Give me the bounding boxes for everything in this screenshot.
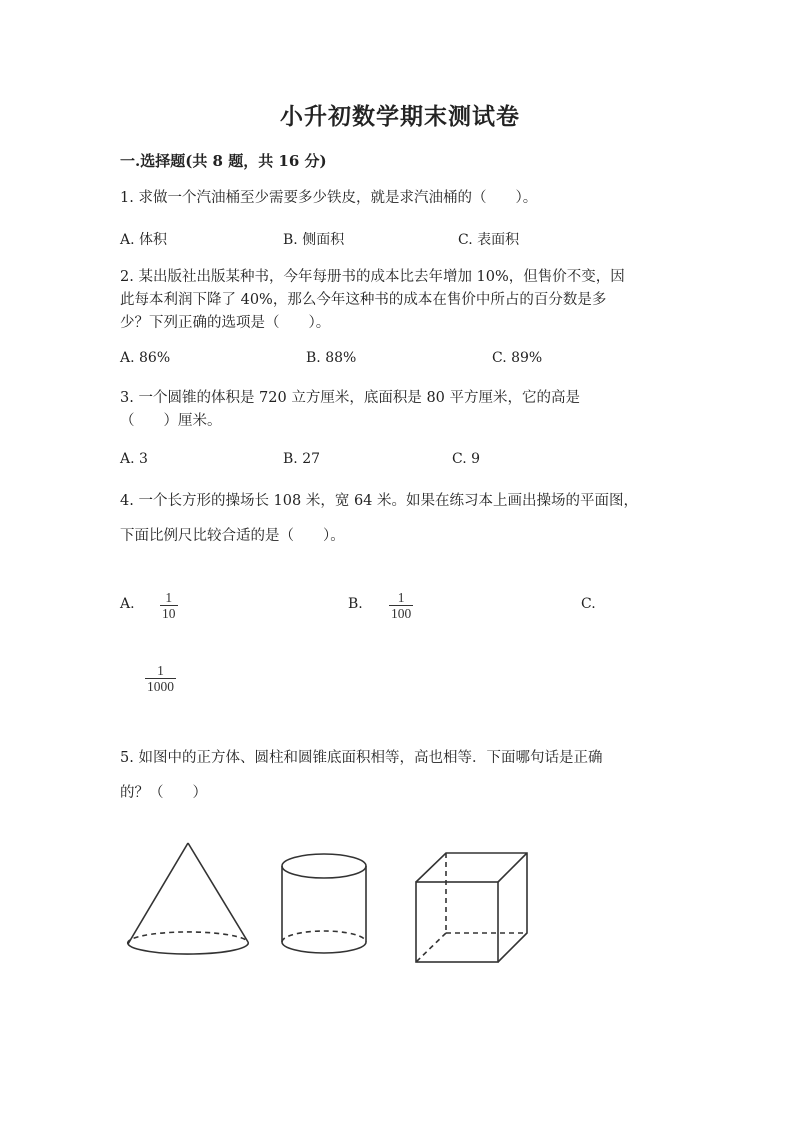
question-5-line-1: 5. 如图中的正方体、圆柱和圆锥底面积相等，高也相等．下面哪句话是正确 [120, 750, 603, 766]
fraction-denominator: 10 [162, 606, 176, 621]
question-3-option-a: A. 3 [120, 451, 148, 467]
question-2-line-1: 2. 某出版社出版某种书，今年每册书的成本比去年增加 10%，但售价不变，因 [120, 269, 625, 285]
page-title: 小升初数学期末测试卷 [280, 103, 520, 130]
fraction-numerator: 1 [165, 590, 173, 605]
section-heading: 一.选择题(共 8 题，共 16 分) [120, 152, 327, 170]
question-2-line-3: 少？下列正确的选项是（ ）。 [120, 315, 331, 331]
question-2-line-2: 此每本利润下降了 40%，那么今年这种书的成本在售价中所占的百分数是多 [120, 292, 607, 308]
question-2-option-a: A. 86% [120, 350, 171, 366]
question-1-option-c: C. 表面积 [458, 232, 520, 248]
question-3-option-b: B. 27 [283, 451, 321, 467]
fraction-denominator: 100 [391, 606, 412, 621]
question-4-option-b: B. [348, 596, 363, 612]
cylinder-figure [282, 854, 366, 953]
question-1-option-b: B. 侧面积 [283, 232, 345, 248]
question-3-option-c: C. 9 [452, 451, 481, 467]
question-4-line-2: 下面比例尺比较合适的是（ ）。 [120, 528, 345, 544]
cone-figure [128, 843, 248, 954]
question-3-line-1: 3. 一个圆锥的体积是 720 立方厘米，底面积是 80 平方厘米，它的高是 [120, 390, 581, 406]
question-4-option-a: A. [120, 596, 135, 612]
fraction-numerator: 1 [397, 590, 405, 605]
question-1-line-1: 1. 求做一个汽油桶至少需要多少铁皮，就是求汽油桶的（ ）。 [120, 190, 538, 206]
question-2-option-b: B. 88% [306, 350, 357, 366]
question-2-option-c: C. 89% [492, 350, 543, 366]
fraction-denominator: 1000 [147, 679, 174, 694]
question-4-line-1: 4. 一个长方形的操场长 108 米，宽 64 米。如果在练习本上画出操场的平面图， [120, 493, 639, 509]
fraction-numerator: 1 [157, 663, 164, 678]
question-4-option-c: C. [581, 596, 596, 612]
question-5-line-2: 的？（ ） [120, 785, 207, 801]
question-3-line-2: （ ）厘米。 [120, 413, 222, 429]
question-1-option-a: A. 体积 [120, 232, 168, 248]
cube-figure [416, 853, 527, 962]
